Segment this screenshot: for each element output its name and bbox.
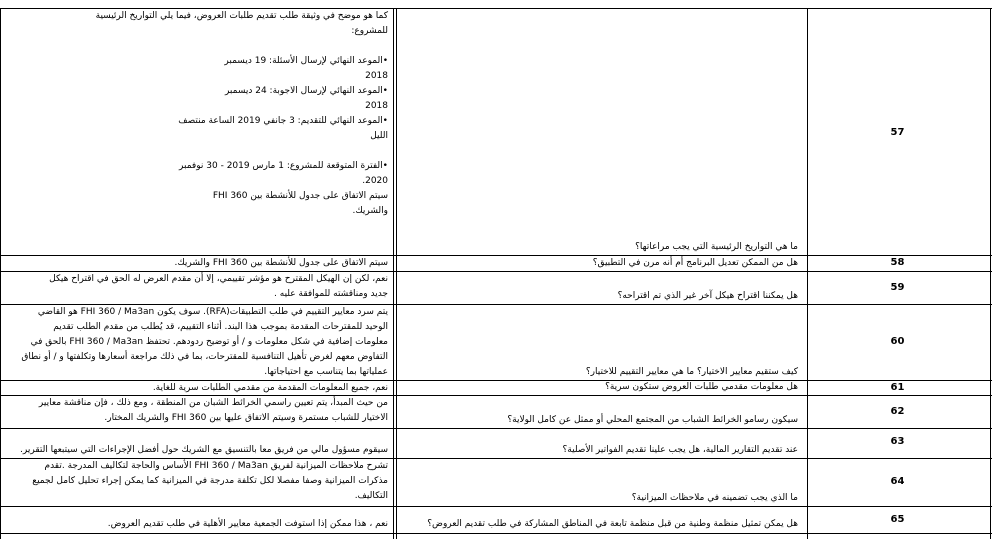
- answer-cell: [2, 459, 392, 507]
- answer-line: الليل: [370, 131, 388, 141]
- question-text: هل معلومات مقدمي طلبات العروض ستكون سرية؟: [605, 382, 798, 392]
- table-row: [0, 8, 992, 256]
- answer-line: •الموعد النهائي للتقديم: 3 جانفي 2019 الساعة منتصف: [178, 116, 388, 126]
- question-number: [810, 476, 985, 487]
- answer-line: •الفترة المتوقعة للمشروع: 1 مارس 2019 - 30 نوفمبر: [179, 161, 388, 171]
- question-number: [810, 336, 985, 347]
- answer-cell: [2, 256, 392, 272]
- question-text: هل من الممكن تعديل البرنامج أم أنه مرن في التطبيق؟: [592, 258, 798, 268]
- table-row: [0, 304, 992, 381]
- answer-line: نعم، جميع المعلومات المقدمة من مقدمي الطلبات سرية للغاية.: [152, 383, 388, 393]
- answer-line: مذكرات الميزانية وصفا مفصلا لكل تكلفة مدرجة في الميزانية كما يمكن إجراء تحليل كامل لجميع: [32, 476, 388, 486]
- answer-line: كما هو موضح في وثيقة طلب تقديم طلبات العروض، فيما يلي التواريخ الرئيسية: [95, 11, 388, 21]
- question-cell: [402, 507, 802, 533]
- answer-line: يتم سرد معايير التقييم في طلب التطبيقات(RFA). سوف يكون FHI 360 / Ma3an هو القاضي: [37, 307, 388, 317]
- answer-line: •الموعد النهائي لإرسال الاجوبة: 24 ديسمبر: [224, 86, 388, 96]
- question-number: [810, 257, 985, 268]
- answer-line: [2, 144, 392, 159]
- question-cell: [402, 381, 802, 396]
- question-number: [810, 406, 985, 417]
- answer-line: للمشروع:: [351, 26, 388, 36]
- question-cell: [402, 459, 802, 507]
- question-text: سيكون رسامو الخرائط الشباب من المجتمع المحلي أو ممثل عن كامل الولاية؟: [507, 415, 798, 425]
- question-number-text: 58: [890, 257, 905, 268]
- answer-cell: [2, 272, 392, 305]
- answer-line: والشريك.: [352, 206, 388, 216]
- answer-line: التكاليف.: [354, 491, 388, 501]
- question-cell: [402, 9, 802, 256]
- question-number: [810, 436, 985, 447]
- answer-line: الوحيد للمقترحات المقدمة بموجب هذا البند. أثناء التقييم، قد يُطلب من مقدم الطلب تقديم: [53, 322, 388, 332]
- question-number-text: 65: [890, 514, 905, 525]
- question-number: [810, 382, 985, 393]
- answer-line: •الموعد النهائي لإرسال الأسئلة: 19 ديسمبر: [224, 56, 388, 66]
- answer-cell: [2, 381, 392, 396]
- answer-line: سيقوم مسؤول مالي من فريق معا بالتنسيق مع الشريك حول أفضل الإجراءات التي سيتبعها التقرير.: [20, 445, 388, 455]
- table-row: [0, 395, 992, 429]
- question-text: ما هي التواريخ الرئيسية التي يجب مراعاتها؟: [635, 242, 798, 252]
- table-row: [0, 380, 992, 396]
- answer-line: سيتم الاتفاق على جدول للأنشطة بين FHI 360: [212, 191, 388, 201]
- question-number-text: 62: [890, 406, 905, 417]
- table-row: [0, 255, 992, 272]
- answer-line: نعم، لكن إن الهيكل المقترح هو مؤشر تقييمي، إلا أن مقدم العرض له الحق في اقتراح هيكل: [49, 274, 388, 284]
- answer-line: [2, 39, 392, 54]
- answer-line: معلومات إضافية في شكل معلومات و / أو توضيح ردودهم. تحتفظ FHI 360 / Ma3an بالحق في: [30, 337, 388, 347]
- table-row: [0, 458, 992, 507]
- answer-line: الاختيار للشباب مستمرة وسيتم الاتفاق عليها بين FHI 360 والشريك المختار.: [104, 413, 388, 423]
- question-number-text: 60: [890, 336, 905, 347]
- answer-line: جديد ومناقشته للموافقة عليه .: [274, 289, 388, 299]
- question-number: [810, 282, 985, 293]
- question-number: [810, 127, 985, 138]
- answer-cell: [2, 305, 392, 381]
- answer-cell: [2, 507, 392, 533]
- answer-line: سيتم الاتفاق على جدول للأنشطة بين FHI 360 والشريك.: [174, 258, 388, 268]
- answer-cell: [2, 396, 392, 429]
- answer-cell: [2, 9, 392, 256]
- question-cell: [402, 396, 802, 429]
- answer-line: نعم ، هذا ممكن إذا استوفت الجمعية معايير الأهلية في طلب تقديم العروض.: [107, 519, 388, 529]
- question-number: [810, 514, 985, 525]
- answer-cell: [2, 429, 392, 459]
- question-text: كيف ستقيم معايير الاختيار؟ ما هي معايير التقييم للاختيار؟: [585, 367, 798, 377]
- question-cell: [402, 429, 802, 459]
- answer-line: من حيث المبدأ، يتم تعيين راسمي الخرائط الشبان من المنطقة ، ومع ذلك ، فإن مناقشة معايير: [38, 398, 388, 408]
- question-number-text: 57: [890, 127, 905, 138]
- question-number-text: 59: [890, 282, 905, 293]
- table-row: [0, 506, 992, 534]
- question-cell: [402, 256, 802, 272]
- answer-line: تشرح ملاحظات الميزانية لفريق FHI 360 / Ma3an الأساس والحاجة لتكاليف المدرجة .تقدم: [44, 461, 388, 471]
- answer-line: 2020.: [362, 176, 388, 186]
- answer-line: عملياتها بما يتناسب مع احتياجاتها.: [264, 367, 388, 377]
- question-text: هل يمكننا اقتراح هيكل آخر غير الذي تم اقتراحه؟: [617, 291, 798, 301]
- question-text: عند تقديم التقارير المالية، هل يجب علينا تقديم الفواتير الأصلية؟: [562, 445, 798, 455]
- answer-line: التفاوض معهم لغرض تأهيل التنافسية للمقترحات، بما في ذلك مراجعة أسعارها وتكلفتها و / أو نطاق: [21, 352, 388, 362]
- question-text: هل يمكن تمثيل منظمة وطنية من قبل منظمة تابعة في المناطق المشاركة في طلب تقديم العروض؟: [427, 519, 798, 529]
- answer-line: 2018: [365, 101, 388, 111]
- question-number-text: 61: [890, 382, 905, 393]
- table-row: [0, 428, 992, 459]
- question-number-text: 63: [890, 436, 905, 447]
- question-cell: [402, 305, 802, 381]
- question-cell: [402, 272, 802, 305]
- question-number-text: 64: [890, 476, 905, 487]
- table-row: [0, 271, 992, 305]
- question-text: ما الذي يجب تضمينه في ملاحظات الميزانية؟: [631, 493, 798, 503]
- answer-line: 2018: [365, 71, 388, 81]
